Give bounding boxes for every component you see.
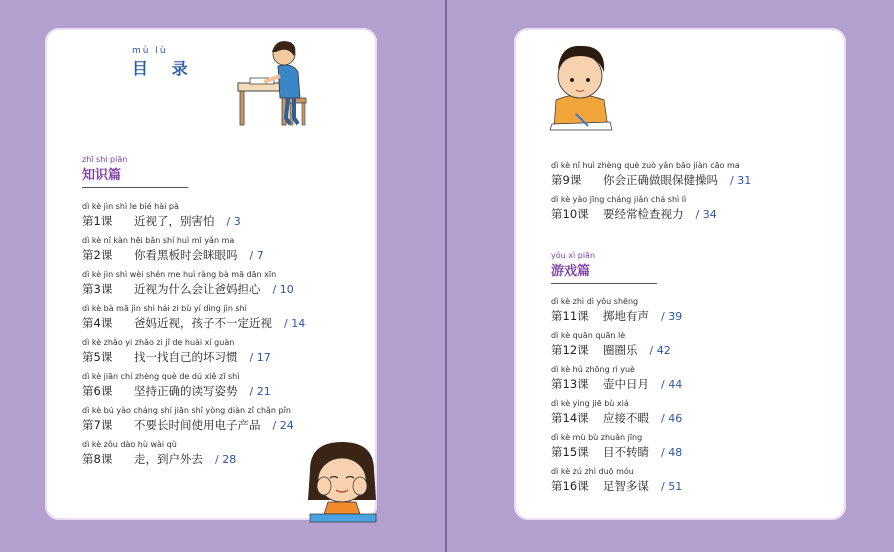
lesson-number: 第13课 — [551, 377, 589, 391]
lesson-number: 第7课 — [82, 418, 113, 432]
lesson-name: 坚持正确的读写姿势 — [134, 384, 238, 398]
lesson-page: / 44 — [661, 378, 683, 391]
lesson-name: 近视为什么会让爸妈担心 — [134, 282, 261, 296]
section-underline — [551, 283, 657, 284]
lesson-page: / 42 — [649, 344, 671, 357]
lesson-page: / 28 — [215, 453, 237, 466]
section-title: 游戏篇 — [551, 264, 591, 279]
lesson-10[interactable] — [551, 195, 717, 222]
lesson-number: 第1课 — [82, 214, 113, 228]
lesson-12[interactable] — [551, 331, 671, 358]
lesson-pinyin: dì kè zhǎo yi zhǎo zì jǐ de huài xí guàn — [82, 338, 235, 347]
lesson-14[interactable] — [551, 399, 682, 426]
lesson-2[interactable] — [82, 236, 264, 263]
lesson-page: / 31 — [730, 174, 752, 187]
lesson-name: 掷地有声 — [603, 309, 649, 323]
lesson-name: 你看黑板时会眯眼吗 — [134, 248, 238, 262]
lesson-name: 要经常检查视力 — [603, 207, 684, 221]
lesson-name: 足智多谋 — [603, 479, 649, 493]
toc-title — [132, 46, 197, 79]
boy-writing-illustration — [548, 40, 614, 132]
lesson-pinyin: dì kè zú zhì duō móu — [551, 467, 634, 476]
lesson-number: 第16课 — [551, 479, 589, 493]
lesson-name: 近视了，别害怕 — [134, 214, 215, 228]
lesson-name: 找一找自己的坏习惯 — [134, 350, 238, 364]
lesson-name: 目不转睛 — [603, 445, 649, 459]
lesson-number: 第9课 — [551, 173, 582, 187]
section-underline — [82, 187, 188, 188]
lesson-pinyin: dì kè yào jīng cháng jiǎn chá shì lì — [551, 195, 687, 204]
lesson-name: 壶中日月 — [603, 377, 649, 391]
lesson-pinyin: dì kè bà mā jìn shì hái zi bù yí dìng jìn shì — [82, 304, 247, 313]
lesson-name: 应接不暇 — [603, 411, 649, 425]
lesson-11[interactable] — [551, 297, 682, 324]
lesson-number: 第14课 — [551, 411, 589, 425]
lesson-page: / 14 — [284, 317, 306, 330]
lesson-number: 第12课 — [551, 343, 589, 357]
section-pinyin: zhī shi piān — [82, 155, 128, 164]
book-spine — [445, 0, 447, 552]
lesson-name: 走，到户外去 — [134, 452, 203, 466]
lesson-name: 你会正确做眼保健操吗 — [603, 173, 718, 187]
lesson-page: / 39 — [661, 310, 683, 323]
lesson-pinyin: dì kè hú zhōng rì yuè — [551, 365, 635, 374]
lesson-pinyin: dì kè jìn shì le bié hài pà — [82, 202, 179, 211]
lesson-13[interactable] — [551, 365, 682, 392]
lesson-pinyin: dì kè jìn shì wèi shén me huì ràng bà mā dān xīn — [82, 270, 277, 279]
lesson-pinyin: dì kè zǒu dào hù wài qù — [82, 440, 177, 449]
toc-title-text: 目 录 — [132, 59, 197, 78]
lesson-pinyin: dì kè quān quān lè — [551, 331, 626, 340]
lesson-page: / 7 — [249, 249, 264, 262]
lesson-page: / 48 — [661, 446, 683, 459]
lesson-6[interactable] — [82, 372, 271, 399]
lesson-pinyin: dì kè zhì dì yǒu shēng — [551, 297, 639, 306]
lesson-pinyin: dì kè nǐ kàn hēi bǎn shí huì mī yǎn ma — [82, 236, 235, 245]
lesson-number: 第4课 — [82, 316, 113, 330]
lesson-16[interactable] — [551, 467, 682, 494]
toc-title-pinyin: mù lù — [132, 46, 168, 56]
lesson-number: 第6课 — [82, 384, 113, 398]
lesson-pinyin: dì kè jiān chí zhèng què de dú xiě zī shì — [82, 372, 240, 381]
boy-at-desk-illustration — [232, 38, 312, 130]
lesson-name: 不要长时间使用电子产品 — [134, 418, 261, 432]
lesson-pinyin: dì kè mù bù zhuǎn jīng — [551, 433, 643, 442]
lesson-7[interactable] — [82, 406, 294, 433]
lesson-5[interactable] — [82, 338, 271, 365]
lesson-name: 爸妈近视，孩子不一定近视 — [134, 316, 272, 330]
lesson-page: / 46 — [661, 412, 683, 425]
girl-resting-illustration — [302, 440, 384, 530]
lesson-9[interactable] — [551, 161, 751, 188]
lesson-pinyin: dì kè nǐ huì zhèng què zuò yǎn bǎo jiàn cāo ma — [551, 161, 740, 170]
section-knowledge — [82, 155, 188, 188]
lesson-name: 圈圈乐 — [603, 343, 638, 357]
section-games — [551, 251, 657, 284]
lesson-4[interactable] — [82, 304, 305, 331]
lesson-number: 第10课 — [551, 207, 589, 221]
lesson-page: / 34 — [695, 208, 717, 221]
lesson-page: / 21 — [249, 385, 271, 398]
lesson-page: / 17 — [249, 351, 271, 364]
lesson-page: / 24 — [272, 419, 294, 432]
lesson-page: / 51 — [661, 480, 683, 493]
lesson-3[interactable] — [82, 270, 294, 297]
lesson-page: / 3 — [226, 215, 241, 228]
lesson-number: 第8课 — [82, 452, 113, 466]
lesson-number: 第5课 — [82, 350, 113, 364]
lesson-1[interactable] — [82, 202, 241, 229]
lesson-number: 第3课 — [82, 282, 113, 296]
lesson-8[interactable] — [82, 440, 236, 467]
lesson-number: 第15课 — [551, 445, 589, 459]
lesson-number: 第11课 — [551, 309, 589, 323]
section-title: 知识篇 — [82, 168, 122, 183]
lesson-15[interactable] — [551, 433, 682, 460]
lesson-pinyin: dì kè yìng jiē bù xiá — [551, 399, 629, 408]
lesson-number: 第2课 — [82, 248, 113, 262]
section-pinyin: yóu xì piān — [551, 251, 596, 260]
lesson-page: / 10 — [272, 283, 294, 296]
lesson-pinyin: dì kè bú yào cháng shí jiān shǐ yòng diàn zǐ chǎn pǐn — [82, 406, 291, 415]
